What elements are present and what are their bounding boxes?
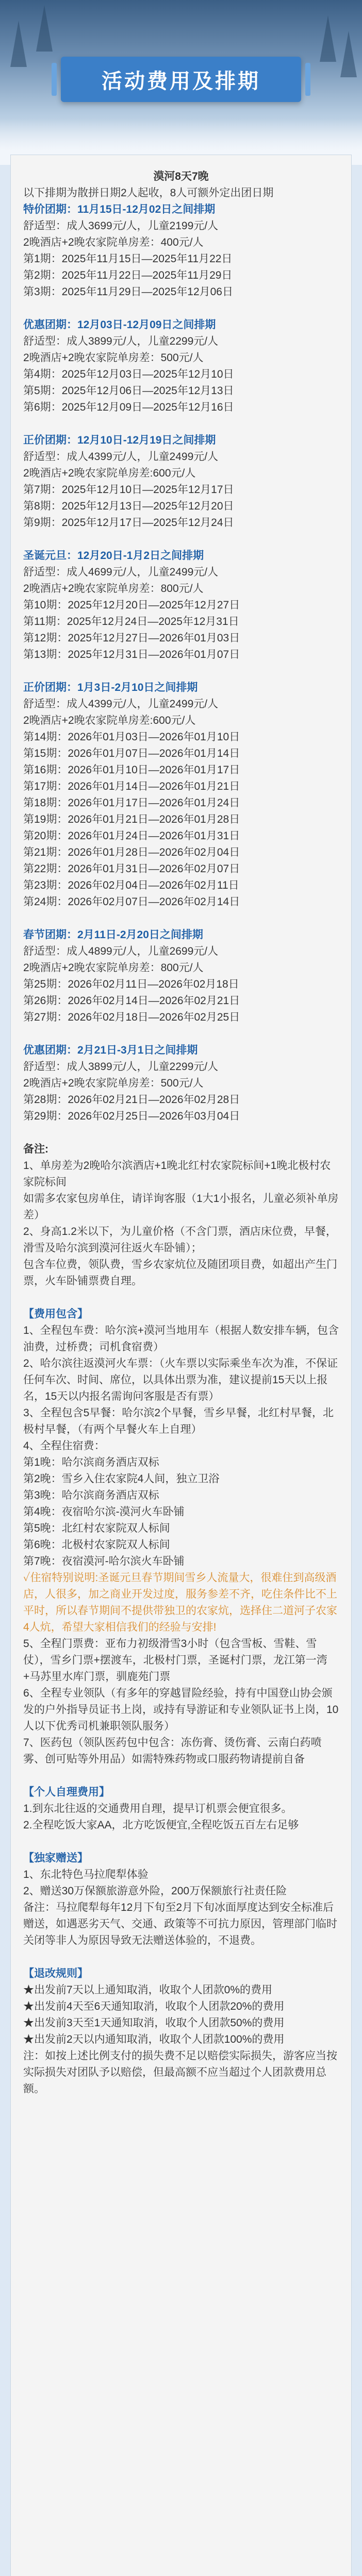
date-line: 第14期：2026年01月03日—2026年01月10日: [23, 731, 240, 743]
date-line: 第24期：2026年02月07日—2026年02月14日: [23, 896, 240, 908]
lodging-line: 第1晚：哈尔滨商务酒店双标: [23, 1456, 159, 1468]
date-line: 第10期：2025年12月20日—2025年12月27日: [23, 599, 240, 611]
spacer: [23, 1834, 339, 1850]
lodging-line: 第7晚：夜宿漠河-哈尔滨火车卧铺: [23, 1555, 185, 1567]
price-line: 舒适型：成人3899元/人，儿童2299元/人: [23, 335, 219, 347]
included-item: 5、全程门票费：亚布力初级滑雪3小时（包含雪板、雪鞋、雪仗），雪乡门票+摆渡车，北极村门票，圣诞村门票，龙江第一湾+马苏里水库门票，驯鹿苑门票: [23, 1638, 327, 1683]
date-line: 第15期：2026年01月07日—2026年01月14日: [23, 748, 240, 759]
lodging-line: 第6晚：北极村农家院双人标间: [23, 1539, 170, 1551]
date-line: 第18期：2026年01月17日—2026年01月24日: [23, 797, 240, 809]
note-line: 2、身高1.2米以下，为儿童价格（不含门票，酒店床位费，早餐，滑雪及哈尔滨到漠河往返火车卧铺）；: [23, 1226, 337, 1254]
price-line: 舒适型：成人4399元/人，儿童2499元/人: [23, 451, 219, 463]
spacer: [23, 663, 339, 680]
included-item: 6、全程专业领队（有多年的穿越冒险经验，持有中国登山协会颁发的户外指导员证书上岗，或持有导游证和专业领队证书上岗，10人以下优秀司机兼职领队服务）: [23, 1687, 339, 1732]
supplement-line: 2晚酒店+2晚农家院单房差:600元/人: [23, 467, 196, 479]
period-heading: 春节团期：2月11日-2月20日之间排期: [23, 929, 203, 941]
period-heading: 正价团期：12月10日-12月19日之间排期: [23, 434, 216, 446]
date-line: 第25期：2026年02月11日—2026年02月18日: [23, 978, 239, 990]
date-line: 第5期：2025年12月06日—2025年12月13日: [23, 385, 234, 397]
schedule-note: 以下排期为散拼日期2人起收，8人可额外定出团日期: [23, 187, 274, 199]
price-line: 舒适型：成人4699元/人，儿童2499元/人: [23, 566, 219, 578]
date-line: 第19期：2026年01月21日—2026年01月28日: [23, 814, 240, 825]
date-line: 第16期：2026年01月10日—2026年01月17日: [23, 764, 240, 776]
included-item: 1、全程包车费：哈尔滨+漠河当地用车（根据人数安排车辆，包含油费，过桥费；司机食宿费）: [23, 1325, 339, 1353]
lodging-line: 第3晚：哈尔滨商务酒店双标: [23, 1489, 159, 1501]
tree-decoration: [340, 31, 357, 77]
refund-rule: ★出发前2天以内通知取消，收取个人团款100%的费用: [23, 2033, 285, 2045]
spacer: [23, 416, 339, 432]
spacer: [23, 1026, 339, 1042]
trip-name: 漠河8天7晚: [153, 171, 209, 182]
included-item: 4、全程住宿费：: [23, 1440, 105, 1452]
date-line: 第3期：2025年11月29日—2025年12月06日: [23, 286, 233, 298]
self-paid-item: 2.全程吃饭大家AA，北方吃饭便宜,全程吃饭五百左右足够: [23, 1819, 299, 1831]
date-line: 第20期：2026年01月24日—2026年01月31日: [23, 830, 240, 842]
tree-decoration: [320, 15, 336, 62]
spacer: [23, 910, 339, 927]
tree-decoration: [10, 21, 27, 67]
date-line: 第23期：2026年02月04日—2026年02月11日: [23, 879, 239, 891]
spacer: [23, 1125, 339, 1141]
note-line: 如需多农家包房单住，请详询客服（1大1小报名，儿童必须补单房差）: [23, 1193, 339, 1221]
price-line: 舒适型：成人4899元/人，儿童2699元/人: [23, 945, 219, 957]
date-line: 第12期：2025年12月27日—2026年01月03日: [23, 632, 240, 644]
date-line: 第29期：2026年02月25日—2026年03月04日: [23, 1110, 240, 1122]
gift-item: 2、赠送30万保额旅游意外险，200万保额旅行社责任险: [23, 1885, 287, 1897]
spacer: [23, 1768, 339, 1784]
date-line: 第6期：2025年12月09日—2025年12月16日: [23, 401, 234, 413]
hero-banner: [0, 0, 362, 165]
included-item: 7、医药包（领队医药包中包含：冻伤膏、烫伤膏、云南白药喷雾、创可贴等外用品）如需特殊药物或口服药物请提前自备: [23, 1737, 322, 1765]
content-card: [10, 155, 352, 2576]
spacer: [23, 1290, 339, 1306]
period-heading: 优惠团期：2月21日-3月1日之间排期: [23, 1044, 198, 1056]
supplement-line: 2晚酒店+2晚农家院单房差：800元/人: [23, 583, 204, 595]
refund-rule: ★出发前3天至1天通知取消，收取个人团款50%的费用: [23, 2017, 285, 2029]
included-item: 2、哈尔滨往返漠河火车票：（火车票以实际乘坐车次为准，不保证任何车次、时间、席位，以具体出票为准，建议提前15天以上报名，15天以内报名需询问客服是否有票）: [23, 1358, 338, 1402]
supplement-line: 2晚酒店+2晚农家院单房差：500元/人: [23, 1077, 204, 1089]
spacer: [23, 531, 339, 548]
date-line: 第13期：2025年12月31日—2026年01月07日: [23, 649, 240, 660]
period-heading: 特价团期：11月15日-12月02日之间排期: [23, 204, 216, 215]
supplement-line: 2晚酒店+2晚农家院单房差:600元/人: [23, 715, 196, 726]
refund-rule: ★出发前4天至6天通知取消，收取个人团款20%的费用: [23, 2001, 285, 2012]
date-line: 第8期：2025年12月13日—2025年12月20日: [23, 500, 234, 512]
refund-heading: 【退改规则】: [23, 1968, 88, 1979]
date-line: 第1期：2025年11月15日—2025年11月22日: [23, 253, 233, 265]
included-heading: 【费用包含】: [23, 1308, 88, 1320]
spacer: [23, 300, 339, 317]
date-line: 第7期：2025年12月10日—2025年12月17日: [23, 484, 234, 496]
date-line: 第28期：2026年02月21日—2026年02月28日: [23, 1094, 240, 1106]
refund-rule: ★出发前7天以上通知取消，收取个人团款0%的费用: [23, 1984, 273, 1996]
price-line: 舒适型：成人3699元/人，儿童2199元/人: [23, 220, 219, 232]
lodging-line: 第4晚：夜宿哈尔滨-漠河火车卧铺: [23, 1506, 185, 1518]
included-item: 3、全程包含5早餐：哈尔滨2个早餐，雪乡早餐，北红村早餐，北极村早餐，（有两个早餐火车上自理）: [23, 1407, 334, 1435]
self-paid-heading: 【个人自理费用】: [23, 1786, 110, 1798]
date-line: 第21期：2026年01月28日—2026年02月04日: [23, 846, 240, 858]
lodging-special-note: ✓住宿特别说明:圣诞元旦春节期间雪乡人流量大，很难住到高级酒店，人很多，加之商业开发过度，服务参差不齐，吃住条件比不上平时，所以春节期间不提供带独卫的农家炕，选择住二道河子农家4人炕，希望大家相信我们的经验与安排!: [23, 1572, 337, 1633]
lodging-line: 第2晚：雪乡入住农家院4人间，独立卫浴: [23, 1473, 220, 1485]
refund-note: 注：如按上述比例支付的损失费不足以赔偿实际损失，游客应当按实际损失对团队予以赔偿，但最高额不应当超过个人团款费用总额。: [23, 2050, 337, 2095]
date-line: 第4期：2025年12月03日—2025年12月10日: [23, 368, 234, 380]
note-line: 1、单房差为2晚哈尔滨酒店+1晚北红村农家院标间+1晚北极村农家院标间: [23, 1160, 331, 1188]
date-line: 第9期：2025年12月17日—2025年12月24日: [23, 517, 234, 529]
tree-decoration: [36, 5, 53, 52]
gift-heading: 【独家赠送】: [23, 1852, 88, 1864]
date-line: 第22期：2026年01月31日—2026年02月07日: [23, 863, 240, 875]
price-line: 舒适型：成人3899元/人，儿童2299元/人: [23, 1061, 219, 1073]
spacer: [23, 1949, 339, 1965]
notes-heading: 备注:: [23, 1143, 48, 1155]
date-line: 第27期：2026年02月18日—2026年02月25日: [23, 1011, 240, 1023]
date-line: 第17期：2026年01月14日—2026年01月21日: [23, 781, 240, 792]
supplement-line: 2晚酒店+2晚农家院单房差：500元/人: [23, 352, 204, 364]
date-line: 第11期：2025年12月24日—2025年12月31日: [23, 616, 239, 628]
period-heading: 优惠团期：12月03日-12月09日之间排期: [23, 319, 216, 331]
lodging-line: 第5晚：北红村农家院双人标间: [23, 1522, 170, 1534]
period-heading: 圣诞元旦：12月20日-1月2日之间排期: [23, 550, 204, 562]
date-line: 第2期：2025年11月22日—2025年11月29日: [23, 269, 233, 281]
gift-note: 备注：马拉爬犁每年12月下旬至2月下旬冰面厚度达到安全标准后赠送，如遇恶劣天气、交通、政策等不可抗力原因，管理部门临时关闭等非人为原因导致无法赠送体验的，不退费。: [23, 1902, 337, 1946]
price-line: 舒适型：成人4399元/人，儿童2499元/人: [23, 698, 219, 710]
note-line: 包含车位费，领队费，雪乡农家炕位及随团项目费，如超出产生门票，火车卧铺票费自理。: [23, 1259, 337, 1287]
date-line: 第26期：2026年02月14日—2026年02月21日: [23, 995, 240, 1007]
gift-item: 1、东北特色马拉爬犁体验: [23, 1869, 149, 1880]
supplement-line: 2晚酒店+2晚农家院单房差：800元/人: [23, 962, 204, 974]
page-title: 活动费用及排期: [61, 57, 301, 102]
self-paid-item: 1.到东北往返的交通费用自理，提早订机票会便宜很多。: [23, 1803, 292, 1815]
period-heading: 正价团期：1月3日-2月10日之间排期: [23, 682, 198, 693]
supplement-line: 2晚酒店+2晚农家院单房差：400元/人: [23, 236, 204, 248]
